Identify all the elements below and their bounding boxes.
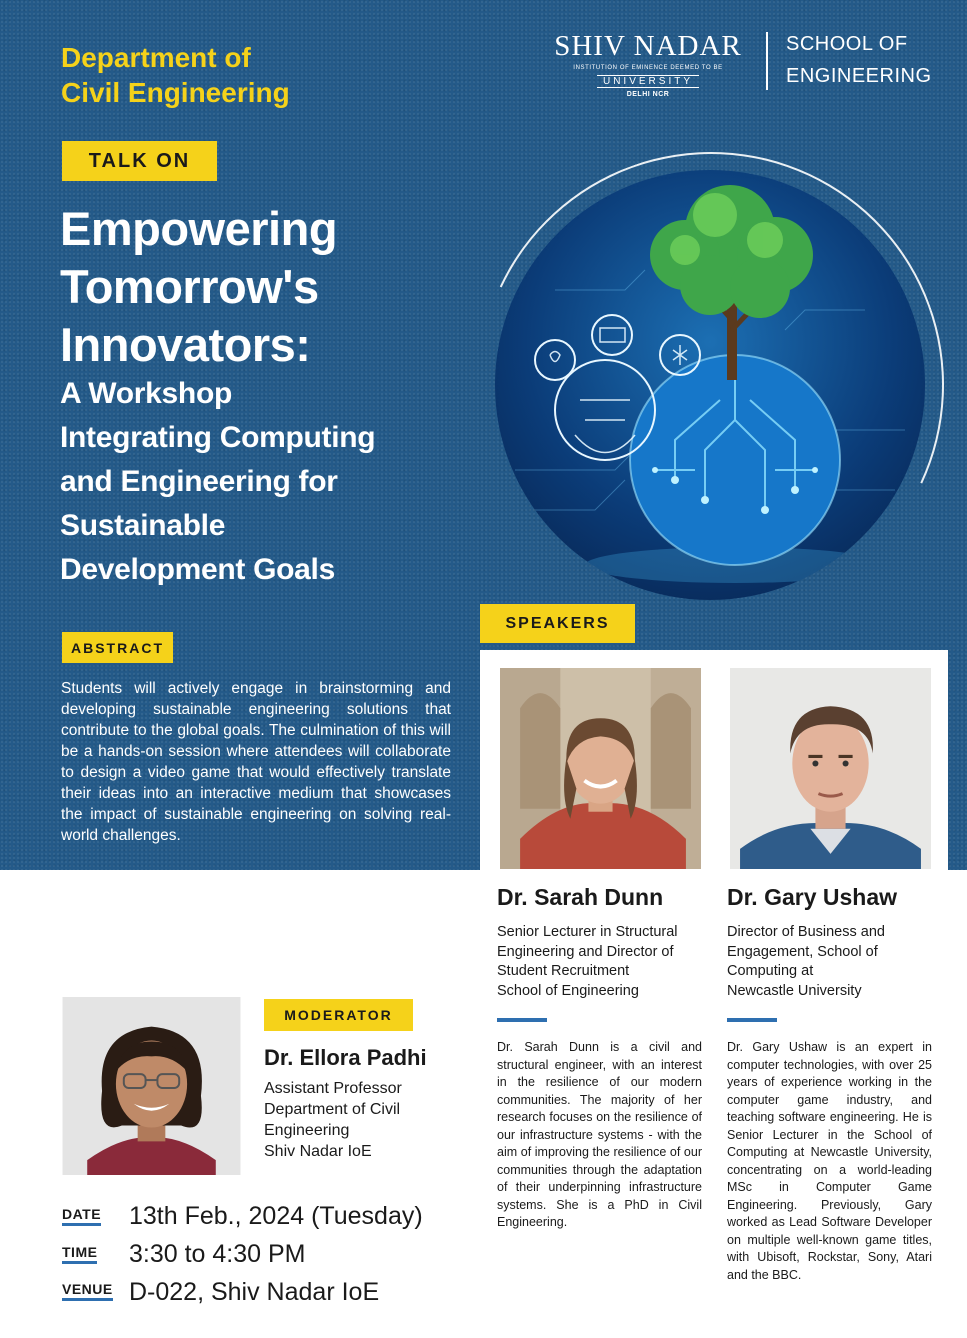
title-line: Tomorrow's: [60, 260, 319, 313]
moderator-name: Dr. Ellora Padhi: [264, 1045, 427, 1070]
title-line: Department of Civil: [264, 1101, 401, 1118]
title-line: Engineering and Director of: [497, 943, 674, 960]
talk-title: [60, 200, 337, 374]
sarah-dunn-divider: [497, 1018, 547, 1022]
ellora-padhi-portrait: [62, 997, 241, 1175]
logo-tagline: INSTITUTION OF EMINENCE DEEMED TO BE: [573, 65, 723, 71]
time-value: 3:30 to 4:30 PM: [129, 1240, 306, 1268]
subtitle-line: Integrating Computing: [60, 421, 376, 454]
logo-name: SHIV NADAR: [554, 30, 742, 62]
speaker-name-gary-ushaw: Dr. Gary Ushaw: [727, 884, 898, 910]
speaker-photo-sarah-dunn: [500, 668, 701, 869]
title-line: Computing at: [727, 963, 814, 979]
talk-on-badge: TALK ON: [62, 141, 217, 181]
school-line-1: SCHOOL OF: [786, 33, 908, 55]
sarah-dunn-portrait: [500, 668, 701, 869]
moderator-badge: MODERATOR: [264, 999, 413, 1031]
title-line: Director of Business and: [727, 924, 885, 940]
school-name: [786, 28, 932, 92]
abstract-text: Students will actively engage in brainstorming and developing sustainable engineering solutions that contribute to the global goals. The culmination of this will be a hands-on session where attendees will collaborate to design a video game that would effectively translate their ideas into an interactive medium that showcases the impact of sustainable engineering on solving real-world challenges.: [61, 680, 451, 844]
gary-ushaw-portrait: [730, 668, 931, 869]
speaker-bio-sarah-dunn: Dr. Sarah Dunn is a civil and structural engineer, with an interest in the resilience of our modern communities. The majority of her research focuses on the resilience of our infrastructure systems - with the aim of improving the resilience of our communities through the adaptation of their underpinning infrastructure systems. She is a PhD in Civil Engineering.: [497, 1040, 702, 1229]
tree-globe-illustration: [495, 170, 925, 600]
abstract-badge: ABSTRACT: [62, 632, 173, 663]
department-line-2: Civil Engineering: [61, 77, 290, 108]
title-line: Shiv Nadar IoE: [264, 1143, 372, 1160]
title-line: Senior Lecturer in Structural: [497, 924, 678, 940]
speakers-badge: SPEAKERS: [480, 604, 635, 643]
subtitle-line: Sustainable: [60, 509, 226, 542]
subtitle-line: A Workshop: [60, 377, 233, 410]
talk-subtitle: [60, 372, 375, 592]
logo-divider: [766, 32, 768, 90]
title-line: Engagement, School of: [727, 943, 878, 960]
speaker-title-gary-ushaw: [727, 923, 937, 1001]
logo-university: UNIVERSITY: [597, 75, 699, 88]
title-line: Empowering: [60, 202, 338, 255]
time-label: TIME: [62, 1244, 97, 1264]
school-line-2: ENGINEERING: [786, 65, 932, 87]
speaker-name-sarah-dunn: Dr. Sarah Dunn: [497, 884, 664, 910]
title-line: Student Recruitment: [497, 963, 630, 979]
speaker-bio-gary-ushaw: Dr. Gary Ushaw is an expert in computer technologies, with over 25 years of experience working in the computer game industry, and teaching software engineering. He is Senior Lecturer in the School of Computing at Newcastle University, concentrating on a world-leading MSc in Computer Game Engineering. Previously, Gary worked as Lead Software Developer on multiple well-known game titles, with Ubisoft, Rockstar, Sony, Atari and the BBC.: [727, 1040, 932, 1282]
moderator-title: [264, 1078, 464, 1162]
logo-city: DELHI NCR: [626, 91, 670, 98]
title-line: Newcastle University: [727, 982, 862, 999]
date-value: 13th Feb., 2024 (Tuesday): [129, 1202, 423, 1230]
sustainability-tree-globe-image: [495, 170, 925, 600]
moderator-photo-ellora-padhi: [62, 997, 241, 1175]
title-line: Assistant Professor: [264, 1080, 402, 1097]
subtitle-line: and Engineering for: [60, 465, 338, 498]
department-name: [61, 40, 290, 110]
venue-value: D-022, Shiv Nadar IoE: [129, 1278, 380, 1306]
speaker-title-sarah-dunn: [497, 923, 707, 1001]
subtitle-line: Development Goals: [60, 553, 335, 586]
university-logo: [548, 30, 748, 98]
speaker-photo-gary-ushaw: [730, 668, 931, 869]
title-line: School of Engineering: [497, 982, 639, 999]
title-line: Innovators:: [60, 318, 311, 371]
title-line: Engineering: [264, 1122, 350, 1139]
venue-label: VENUE: [62, 1281, 113, 1301]
gary-ushaw-divider: [727, 1018, 777, 1022]
department-line-1: Department of: [61, 42, 251, 73]
date-label: DATE: [62, 1206, 101, 1226]
